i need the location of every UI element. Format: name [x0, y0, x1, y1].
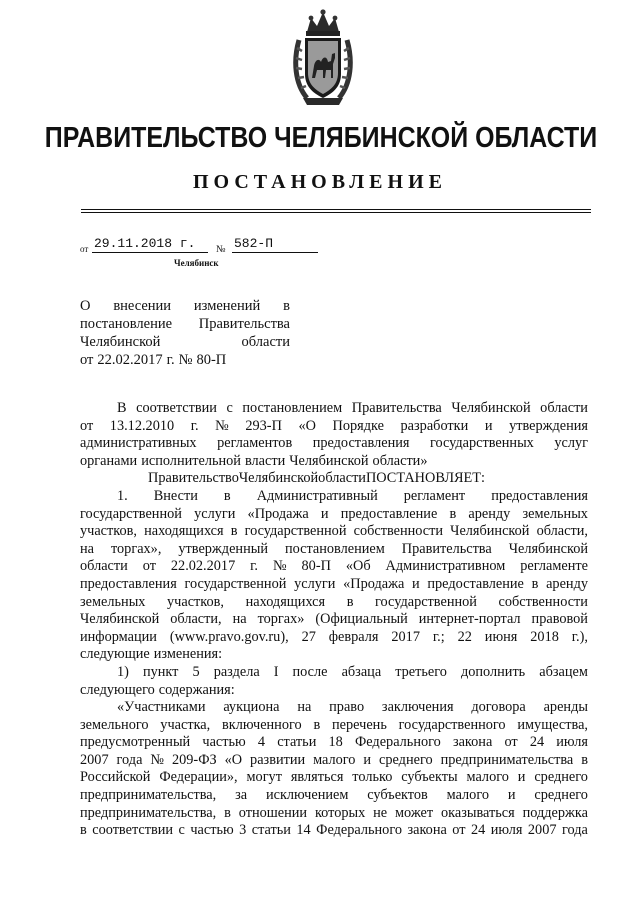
- subject-line: О внесении изменений в: [80, 298, 290, 314]
- header-divider-top: [81, 209, 591, 210]
- body-line: В соответствии с постановлением Правительства Челябинской области: [117, 400, 588, 416]
- body-line: Российской Федерации», могут являться только субъекты малого и среднего: [80, 769, 588, 786]
- document-meta-row: [80, 236, 320, 256]
- body-line: земельного участка, включенного в перечень государственного имущества,: [80, 716, 588, 733]
- subject-line: от 22.02.2017 г. № 80-П: [80, 352, 227, 368]
- body-line: информации (www.pravo.gov.ru), 27 февраля 2017 г.; 22 июня 2018 г.),: [80, 628, 588, 645]
- body-line: предусмотренный частью 4 статьи 18 Федерального закона от 24 июля: [80, 734, 588, 751]
- date-underline: [92, 252, 208, 253]
- body-line: участков, находящихся в государственной собственности Челябинской области,: [80, 523, 588, 540]
- body-line: органами исполнительной власти Челябинской области»: [80, 452, 428, 469]
- date-value: 29.11.2018 г.: [94, 236, 196, 251]
- subject-line: постановление Правительства: [80, 316, 290, 332]
- body-line: от 13.12.2010 г. № 293-П «О Порядке разработки и утверждения: [80, 417, 588, 434]
- city-label: Челябинск: [174, 258, 219, 268]
- header-divider-bottom: [81, 212, 591, 213]
- body-line: 1. Внести в Административный регламент предоставления: [117, 487, 588, 504]
- body-line: следующие изменения:: [80, 646, 223, 663]
- body-line: предпринимательства, за исключением субъектов малого и среднего: [80, 787, 588, 804]
- body-line: области от 22.02.2017 г. № 80-П «Об Административном регламенте: [80, 558, 588, 575]
- body-line: 2007 года № 209-ФЗ «О развитии малого и среднего предпринимательства в: [80, 751, 588, 768]
- body-line: предпринимательства, в отношении которых не может оказываться поддержка: [80, 804, 588, 821]
- document-body: [80, 400, 588, 840]
- date-label: от: [80, 244, 89, 254]
- subject-line: Челябинской области: [80, 334, 290, 350]
- body-line: земельных участков, находящихся в государственной собственности: [80, 593, 588, 610]
- body-line: в соответствии с частью 3 статьи 14 Федерального закона от 24 июля 2007 года: [80, 822, 588, 839]
- number-underline: [232, 252, 318, 253]
- body-line: Правительство Челябинской области ПОСТАНОВЛЯЕТ:: [148, 470, 485, 487]
- document-subject: [80, 297, 290, 369]
- body-line: государственной услуги «Продажа и предоставление в аренду земельных: [80, 505, 588, 522]
- chelyabinsk-coat-of-arms-icon: [293, 6, 353, 108]
- number-label: №: [216, 244, 226, 255]
- body-line: 1) пункт 5 раздела I после абзаца третьего дополнить абзацем: [117, 663, 588, 680]
- document-type-heading: ПОСТАНОВЛЕНИЕ: [193, 171, 447, 193]
- government-title: ПРАВИТЕЛЬСТВО ЧЕЛЯБИНСКОЙ ОБЛАСТИ: [44, 122, 598, 154]
- body-line: Челябинской области, на торгах» (Официальный интернет-портал правовой: [80, 611, 588, 628]
- body-line: на торгах», утвержденный постановлением Правительства Челябинской: [80, 540, 588, 557]
- number-value: 582-П: [234, 236, 274, 251]
- body-line: предоставления государственной услуги «Продажа и предоставление в аренду: [80, 575, 588, 592]
- body-line: административных регламентов предоставления государственных услуг: [80, 435, 588, 452]
- body-line: «Участниками аукциона на право заключения договора аренды: [117, 699, 588, 716]
- body-line: следующего содержания:: [80, 681, 235, 698]
